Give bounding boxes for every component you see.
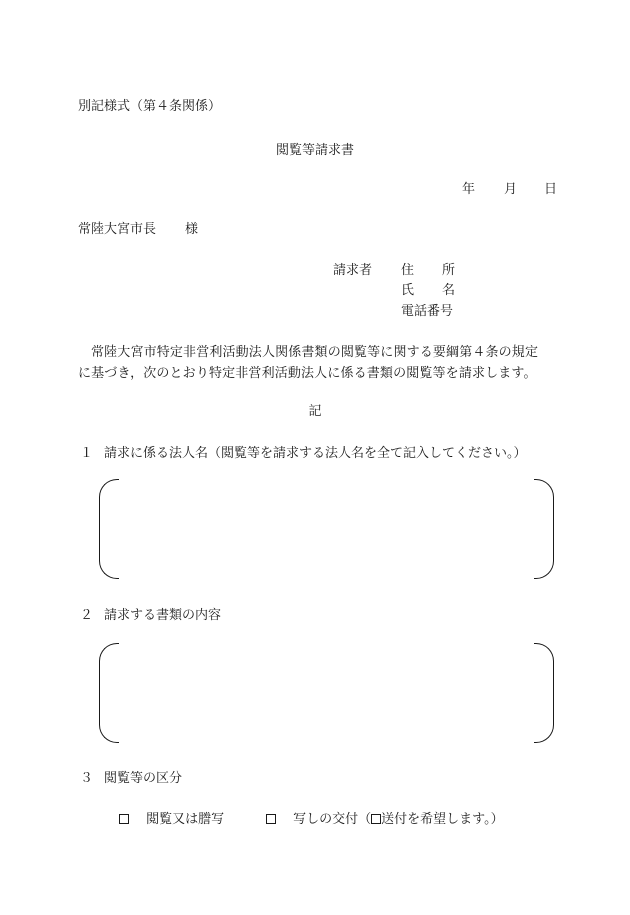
section-1-bracket-left [99,479,119,579]
addressee-name: 常陸大宮市長 [78,222,157,237]
date-year-label: 年 [462,182,476,197]
section-1-text: 請求に係る法人名（閲覧等を請求する法人名を全て記入してください。） [104,446,527,461]
option-copy-delivery-label-suffix: 送付を希望します。） [381,812,504,827]
option-copy-delivery-checkbox[interactable] [266,814,276,824]
section-2-bracket-left [99,643,119,743]
addressee-honorific: 様 [185,222,199,237]
body-line-2: に基づき，次のとおり特定非営利活動法人に係る書類の閲覧等を請求します。 [78,366,537,381]
option-view-copy-checkbox[interactable] [119,814,129,824]
section-2-number: ２ [80,608,94,623]
option-copy-delivery[interactable] [266,812,504,828]
section-2-bracket-right [534,643,554,743]
section-1-bracket-right [534,479,554,579]
section-1-entry-area[interactable] [120,482,532,576]
section-2-text: 請求する書類の内容 [104,608,222,623]
address-label-2: 所 [442,263,456,278]
section-3-number: ３ [80,771,94,786]
requester-label: 請求者 [333,263,373,278]
date-day-label: 日 [544,182,558,197]
name-label-2: 名 [442,283,456,298]
ki-heading: 記 [308,404,322,419]
option-view-copy[interactable] [119,812,224,828]
section-1-number: １ [80,446,94,461]
option-copy-delivery-label-prefix: 写しの交付（ [293,812,372,827]
section-3-text: 閲覧等の区分 [104,771,183,786]
body-line-1: 常陸大宮市特定非営利活動法人関係書類の閲覧等に関する要綱第４条の規定 [91,345,539,360]
page-title: 閲覧等請求書 [275,143,354,158]
send-request-checkbox[interactable] [371,814,381,824]
phone-label: 電話番号 [401,304,454,319]
form-label: 別記様式（第４条関係） [78,99,222,114]
name-label-1: 氏 [401,283,415,298]
date-month-label: 月 [504,182,518,197]
address-label-1: 住 [401,263,415,278]
option-view-copy-label: 閲覧又は謄写 [146,812,225,827]
section-2-entry-area[interactable] [120,646,532,740]
